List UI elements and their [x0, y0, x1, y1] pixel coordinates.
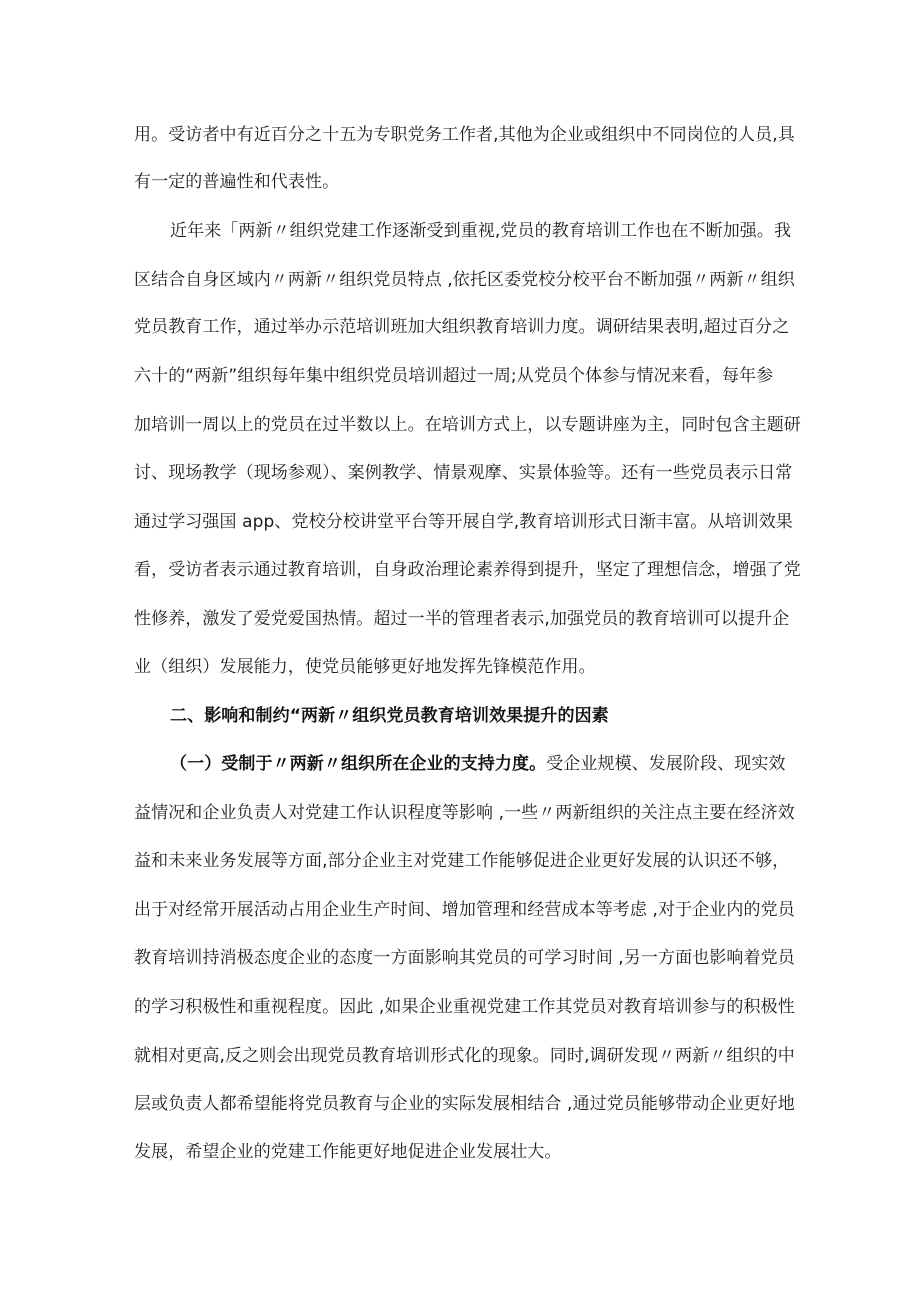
- subsection-heading: （一）受制于〃两新〃组织所在企业的支持力度。: [170, 754, 547, 774]
- text-line: 业（组织）发展能力，使党员能够更好地发挥先锋模范作用。: [134, 657, 596, 677]
- text-line: 近年来「两新〃组织党建工作逐渐受到重视,党员的教育培训工作也在不断加强。我: [170, 221, 792, 241]
- text-line: 用。受访者中有近百分之十五为专职党务工作者,其他为企业或组织中不同岗位的人员,具: [134, 125, 795, 145]
- text-line: [170, 751, 786, 777]
- text-line: 教育培训持消极态度企业的态度一方面影响其党员的可学习时间 ,另一方面也影响着党员: [134, 948, 795, 968]
- text-line: 益情况和企业负责人对党建工作认识程度等影响 ,一些〃两新组织的关注点主要在经济效: [134, 803, 795, 823]
- text-line: 六十的“两新”组织每年集中组织党员培训超过一周;从党员个体参与情况来看，每年参: [134, 366, 774, 386]
- text-line: 党员教育工作，通过举办示范培训班加大组织教育培训力度。调研结果表明,超过百分之: [134, 317, 790, 337]
- text-line: 的学习积极性和重视程度。因此 ,如果企业重视党建工作其党员对教育培训参与的积极性: [134, 997, 795, 1017]
- text-line: 层或负责人都希望能将党员教育与企业的实际发展相结合 ,通过党员能够带动企业更好地: [134, 1094, 795, 1114]
- text-line: 发展，希望企业的党建工作能更好地促进企业发展壮大。: [134, 1142, 562, 1162]
- text-line: 看，受访者表示通过教育培训，自身政治理论素养得到提升，坚定了理想信念，增强了党: [134, 560, 801, 580]
- text-line: 就相对更高,反之则会出现党员教育培训形式化的现象。同时,调研发现〃两新〃组织的中: [134, 1046, 795, 1066]
- text-line: 有一定的普遍性和代表性。: [134, 172, 340, 192]
- section-heading: 二、影响和制约“两新〃组织党员教育培训效果提升的因素: [170, 706, 609, 726]
- text-run: 受企业规模、发展阶段、现实效: [546, 754, 786, 774]
- text-line: 通过学习强国 app、党校分校讲堂平台等开展自学,教育培训形式日渐丰富。从培训效果: [134, 512, 793, 532]
- text-line: 区结合自身区域内〃两新〃组织党员特点 ,依托区委党校分校平台不断加强〃两新〃组织: [134, 270, 795, 290]
- text-line: 益和未来业务发展等方面,部分企业主对党建工作能够促进企业更好发展的认识还不够，: [134, 851, 790, 871]
- text-line: 性修养，激发了爱党爱国热情。超过一半的管理者表示,加强党员的教育培训可以提升企: [134, 609, 790, 629]
- text-line: 讨、现场教学（现场参观）、案例教学、情景观摩、实景体验等。还有一些党员表示日常: [134, 463, 793, 483]
- text-line: 出于对经常开展活动占用企业生产时间、增加管理和经营成本等考虑 ,对于企业内的党员: [134, 900, 795, 920]
- text-line: 加培训一周以上的党员在过半数以上。在培训方式上，以专题讲座为主，同时包含主题研: [134, 415, 801, 435]
